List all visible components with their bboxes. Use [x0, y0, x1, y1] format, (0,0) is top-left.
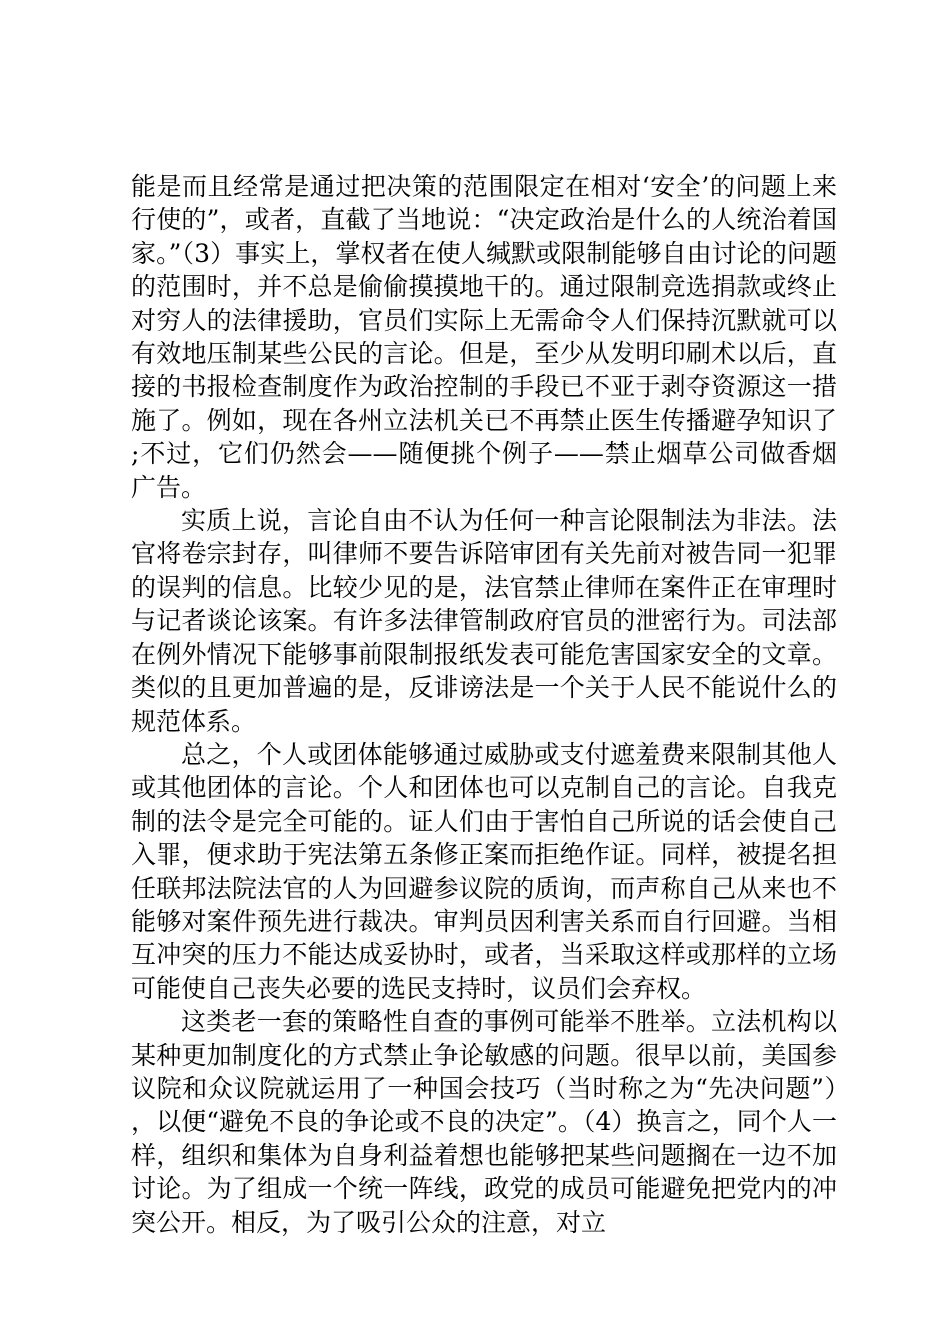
document-page — [131, 170, 837, 1239]
paragraph-free-speech-limits: 实质上说，言论自由不认为任何一种言论限制法为非法。法官将卷宗封存，叫律师不要告诉陪审团有关先前对被告同一犯罪的误判的信息。比较少见的是，法官禁止律师在案件正在审理时与记者谈论该案。有许多法律管制政府官员的泄密行为。司法部在例外情况下能够事前限制报纸发表可能危害国家安全的文章。类似的且更加普遍的是，反诽谤法是一个关于人民不能说什么的规范体系。 — [131, 506, 837, 736]
paragraph-strategic-self-censorship: 这类老一套的策略性自查的事例可能举不胜举。立法机构以某种更加制度化的方式禁止争论敏感的问题。很早以前，美国参议院和众议院就运用了一种国会技巧（当时称之为“先决问题”），以便“避免不良的争论或不良的决定”。（4）换言之，同个人一样，组织和集体为自身利益着想也能够把某些问题搁在一边不加讨论。为了组成一个统一阵线，政党的成员可能避免把党内的冲突公开。相反，为了吸引公众的注意，对立 — [131, 1007, 837, 1237]
paragraph-self-restraint: 总之，个人或团体能够通过威胁或支付遮羞费来限制其他人或其他团体的言论。个人和团体也可以克制自己的言论。自我克制的法令是完全可能的。证人们由于害怕自己所说的话会使自己入罪，便求助于宪法第五条修正案而拒绝作证。同样，被提名担任联邦法院法官的人为回避参议院的质询，而声称自己从来也不能够对案件预先进行裁决。审判员因利害关系而自行回避。当相互冲突的压力不能达成妥协时，或者，当采取这样或那样的立场可能使自己丧失必要的选民支持时，议员们会弃权。 — [131, 739, 837, 1003]
paragraph-continued: 能是而且经常是通过把决策的范围限定在相对‘安全’的问题上来行使的”，或者，直截了当地说：“决定政治是什么的人统治着国家。”（3）事实上，掌权者在使人缄默或限制能够自由讨论的问题的范围时，并不总是偷偷摸摸地干的。通过限制竞选捐款或终止对穷人的法律援助，官员们实际上无需命令人们保持沉默就可以有效地压制某些公民的言论。但是，至少从发明印刷术以后，直接的书报检查制度作为政治控制的手段已不亚于剥夺资源这一措施了。例如，现在各州立法机关已不再禁止医生传播避孕知识了;不过，它们仍然会——随便挑个例子——禁止烟草公司做香烟广告。 — [131, 172, 837, 502]
